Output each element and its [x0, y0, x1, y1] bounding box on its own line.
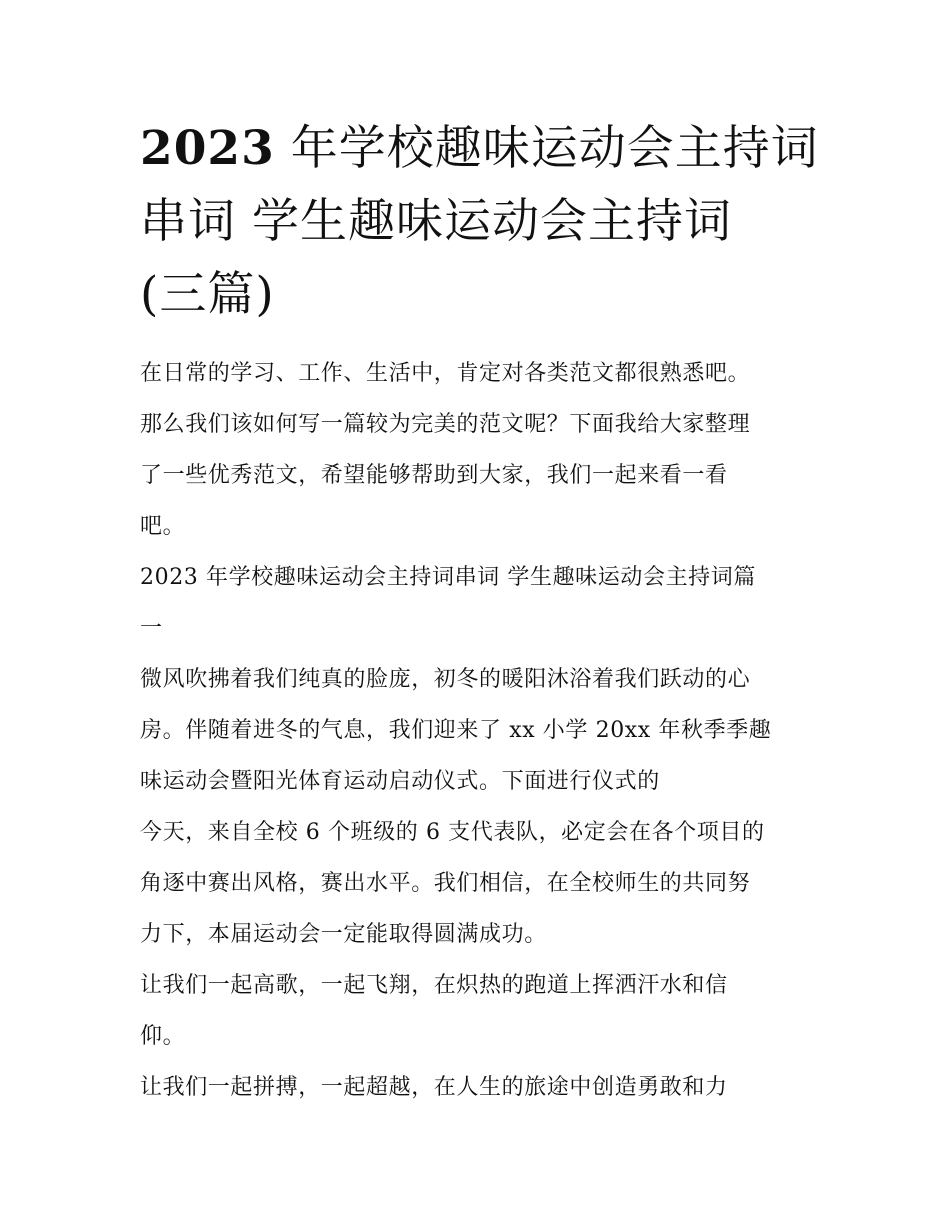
- paragraph-line: 让我们一起高歌，一起飞翔，在炽热的跑道上挥洒汗水和信: [140, 973, 728, 998]
- paragraph-line: 味运动会暨阳光体育运动启动仪式。下面进行仪式的: [140, 769, 660, 794]
- document-content: [140, 112, 820, 1113]
- body-paragraph-1: [140, 654, 820, 807]
- title-line-1-text: 年学校趣味运动会主持词: [290, 121, 819, 176]
- paragraph-line: 力下，本届运动会一定能取得圆满成功。: [140, 922, 547, 947]
- intro-line: 在日常的学习、工作、生活中，肯定对各类范文都很熟悉吧。: [140, 361, 751, 386]
- body-paragraph-3: [140, 960, 820, 1062]
- paragraph-line: 今天，来自全校 6 个班级的 6 支代表队，必定会在各个项目的: [140, 820, 765, 845]
- title-year: 2023: [140, 121, 275, 176]
- section-heading-line: 2023 年学校趣味运动会主持词串词 学生趣味运动会主持词篇: [140, 565, 756, 590]
- paragraph-line: 微风吹拂着我们纯真的脸庞，初冬的暖阳沐浴着我们跃动的心: [140, 667, 751, 692]
- title-line-2: 串词 学生趣味运动会主持词: [140, 194, 732, 249]
- paragraph-line: 让我们一起拼搏，一起超越，在人生的旅途中创造勇敢和力: [140, 1075, 728, 1100]
- title-line-3: (三篇): [140, 267, 275, 322]
- paragraph-line: 仰。: [140, 1024, 186, 1049]
- section-heading: [140, 552, 820, 654]
- intro-line: 了一些优秀范文，希望能够帮助到大家，我们一起来看一看: [140, 463, 728, 488]
- intro-line: 那么我们该如何写一篇较为完美的范文呢？下面我给大家整理: [140, 412, 751, 437]
- intro-line: 吧。: [140, 514, 186, 539]
- paragraph-line: 房。伴随着进冬的气息，我们迎来了 xx 小学 20xx 年秋季季趣: [140, 718, 772, 743]
- title-line-1: [140, 112, 820, 185]
- body-paragraph-2: [140, 807, 820, 960]
- document-title: [140, 112, 820, 331]
- intro-paragraph: [140, 348, 820, 552]
- paragraph-line: 角逐中赛出风格，赛出水平。我们相信，在全校师生的共同努: [140, 871, 751, 896]
- body-paragraph-4: [140, 1062, 820, 1113]
- section-heading-line: 一: [140, 616, 163, 641]
